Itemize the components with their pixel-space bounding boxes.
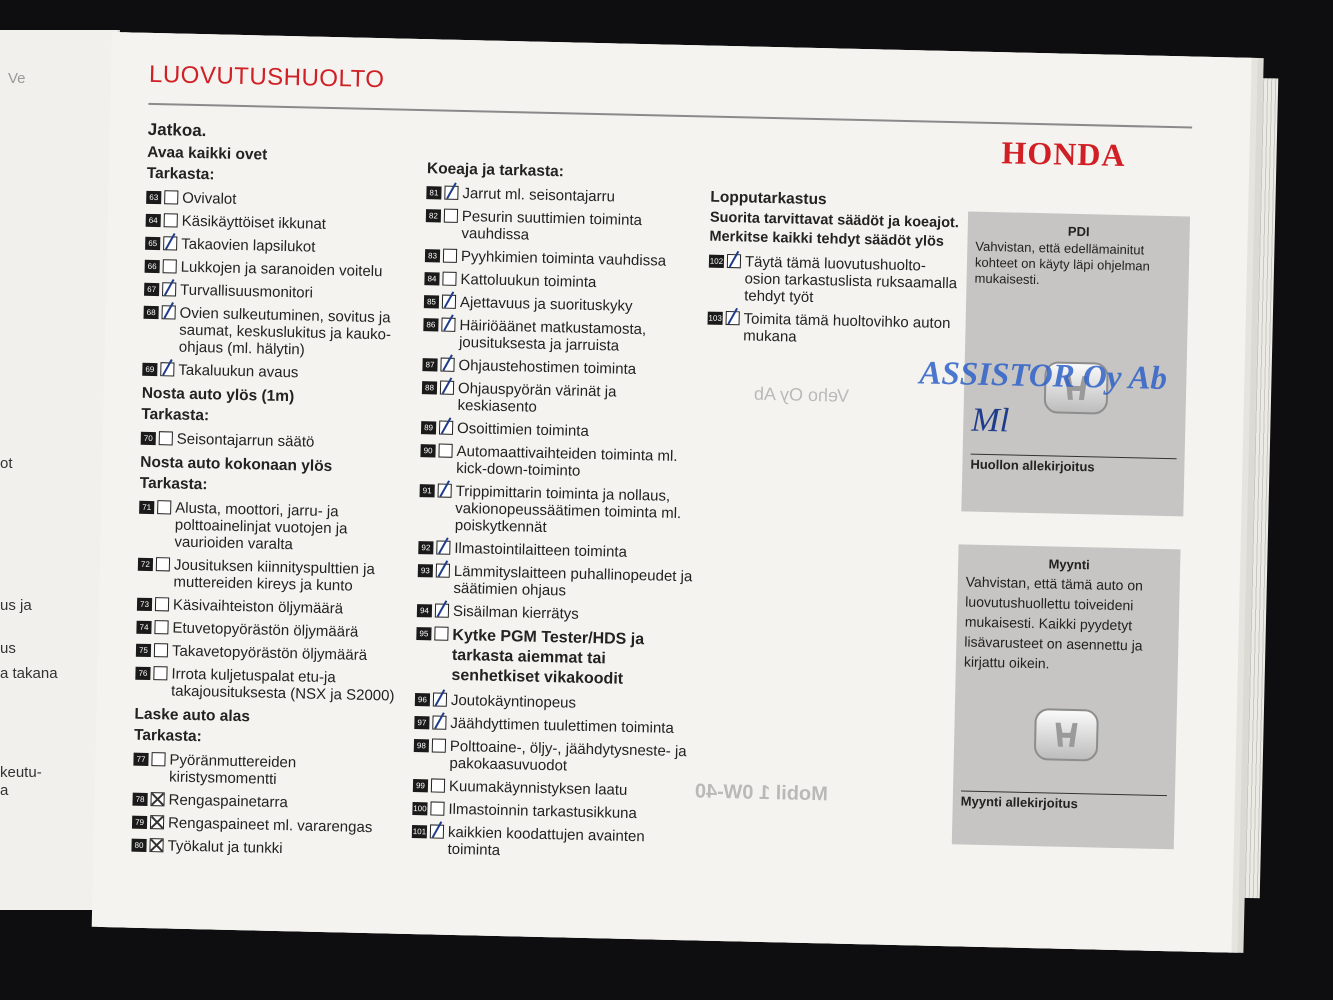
item-number: 84 bbox=[424, 272, 439, 285]
item-number: 97 bbox=[414, 716, 429, 729]
checkbox[interactable] bbox=[436, 540, 450, 554]
panel-title: PDI bbox=[1067, 223, 1090, 240]
item-text: Ovien sulkeutuminen, sovitus ja saumat, keskuslukitus ja kauko-ohjaus (ml. hälytin) bbox=[178, 304, 392, 359]
item-text: Pyöränmuttereiden kiristysmomentti bbox=[168, 751, 297, 788]
item-text: Takavetopyörästön öljymäärä bbox=[171, 642, 368, 664]
item-number: 91 bbox=[420, 484, 435, 497]
panel-body: Vahvistan, että tämä auto on luovutushuollettu toiveideni mukaisesti. Kaikki pyydetyt lisävarusteet on asennettu ja kirjattu oikein. bbox=[963, 573, 1144, 672]
checkbox[interactable] bbox=[727, 254, 741, 268]
checklist-column-3 bbox=[707, 186, 963, 356]
item-number: 73 bbox=[137, 598, 152, 611]
checkbox[interactable] bbox=[163, 259, 177, 273]
checklist-item bbox=[423, 316, 699, 356]
section-heading: Nosta auto ylös (1m) bbox=[141, 384, 295, 406]
checklist-item bbox=[145, 235, 410, 258]
checklist-item bbox=[138, 499, 404, 556]
checklist-item bbox=[146, 189, 411, 212]
checkbox[interactable] bbox=[163, 236, 177, 250]
left-fragment: us bbox=[0, 640, 16, 657]
left-fragment: us ja bbox=[0, 597, 32, 614]
checkbox[interactable] bbox=[436, 563, 450, 577]
checklist-item bbox=[426, 184, 701, 207]
section-list bbox=[131, 143, 412, 860]
checkbox[interactable] bbox=[442, 295, 456, 309]
left-fragment: Ve bbox=[8, 70, 26, 87]
item-number: 66 bbox=[145, 260, 160, 273]
item-number: 86 bbox=[423, 318, 438, 331]
checklist-item bbox=[425, 247, 700, 270]
item-number: 81 bbox=[426, 186, 441, 199]
item-text: Polttoaine-, öljy-, jäähdytysneste- ja pakokaasuvuodot bbox=[449, 737, 687, 775]
item-number: 77 bbox=[133, 753, 148, 766]
section-heading: Nosta auto kokonaan ylös bbox=[140, 453, 333, 476]
checklist-item bbox=[415, 625, 691, 691]
item-number: 82 bbox=[426, 209, 441, 222]
checkbox[interactable] bbox=[150, 792, 164, 806]
checklist-item bbox=[141, 430, 406, 453]
checklist-item bbox=[708, 253, 961, 310]
checklist-item bbox=[146, 212, 411, 235]
column-heading: Jatkoa. bbox=[147, 119, 207, 141]
item-number: 78 bbox=[132, 793, 147, 806]
item-number: 75 bbox=[136, 644, 151, 657]
item-number: 95 bbox=[416, 627, 431, 640]
checklist-item bbox=[413, 777, 688, 800]
section-subheading: Tarkasta: bbox=[139, 474, 208, 494]
checkbox[interactable] bbox=[155, 597, 169, 611]
left-fragment: a bbox=[0, 782, 9, 799]
checklist-item bbox=[136, 642, 401, 665]
item-number: 74 bbox=[136, 621, 151, 634]
item-text: Alusta, moottori, jarru- ja polttoainelinjat vuotojen ja vaurioiden varalta bbox=[174, 499, 348, 554]
item-text: Takaluukun avaus bbox=[178, 361, 299, 382]
item-number: 96 bbox=[415, 693, 430, 706]
checklist-item bbox=[417, 602, 692, 625]
checklist-item bbox=[707, 310, 960, 350]
section-heading: Laske auto alas bbox=[134, 705, 251, 726]
booklet-page bbox=[92, 32, 1252, 953]
checklist-item bbox=[136, 619, 401, 642]
item-number: 63 bbox=[146, 191, 161, 204]
item-number: 69 bbox=[142, 363, 157, 376]
item-text: Turvallisuusmonitori bbox=[179, 281, 314, 302]
checklist-item bbox=[414, 714, 689, 737]
item-number: 103 bbox=[708, 312, 723, 325]
item-text: Työkalut ja tunkki bbox=[167, 837, 283, 858]
checkbox[interactable] bbox=[443, 249, 457, 263]
item-number: 102 bbox=[709, 255, 724, 268]
item-number: 70 bbox=[141, 432, 156, 445]
item-number: 79 bbox=[132, 816, 147, 829]
faint-print-veho: Veho Oy Ab bbox=[753, 383, 850, 406]
checklist-column-2 bbox=[411, 157, 702, 869]
checklist-item bbox=[137, 556, 403, 596]
item-number: 71 bbox=[139, 501, 154, 514]
item-text: Täytä tämä luovutushuolto-osion tarkastuslista ruksaamalla tehdyt työt bbox=[743, 253, 958, 306]
checkbox[interactable] bbox=[160, 362, 174, 376]
item-text: Takaovien lapsilukot bbox=[181, 235, 316, 256]
item-number: 100 bbox=[412, 802, 427, 815]
item-number: 67 bbox=[144, 283, 159, 296]
checklist-item bbox=[415, 691, 690, 714]
checkbox[interactable] bbox=[432, 738, 446, 752]
checkbox[interactable] bbox=[432, 715, 446, 729]
item-text: Jousituksen kiinnityspulttien ja muttereiden kireys ja kunto bbox=[173, 556, 376, 595]
handwritten-signature: Ml bbox=[970, 401, 1010, 440]
checklist-item bbox=[424, 270, 699, 293]
item-text: Ilmastoinnin tarkastusikkuna bbox=[448, 800, 638, 823]
item-list bbox=[411, 184, 701, 863]
item-text: Seisontajarrun säätö bbox=[176, 430, 315, 451]
column-heading: Lopputarkastus bbox=[710, 188, 827, 209]
item-text: Ohjauspyörän värinät ja keskiasento bbox=[457, 379, 617, 416]
section-heading: Avaa kaikki ovet bbox=[147, 143, 268, 164]
item-text: Pesurin suuttimien toiminta vauhdissa bbox=[461, 207, 643, 244]
checkbox[interactable] bbox=[151, 752, 165, 766]
item-text: Käsikäyttöiset ikkunat bbox=[181, 212, 327, 233]
item-text: Jarrut ml. seisontajarru bbox=[462, 184, 616, 206]
item-text: Lämmityslaitteen puhallinopeudet ja säätimien ohjaus bbox=[453, 562, 693, 600]
section-subheading: Tarkasta: bbox=[141, 405, 210, 425]
checklist-item bbox=[412, 800, 687, 823]
checklist-item bbox=[417, 562, 693, 602]
checkbox[interactable] bbox=[435, 603, 449, 617]
item-text: Trippimittarin toiminta ja nollaus, vakionopeussäätimen toiminta ml. poiskytkennät bbox=[454, 482, 682, 536]
checklist-item bbox=[132, 814, 397, 837]
item-text: Irrota kuljetuspalat etu-ja takajousituksesta (NSX ja S2000) bbox=[170, 665, 395, 705]
checkbox[interactable] bbox=[164, 190, 178, 204]
checkbox[interactable] bbox=[444, 186, 458, 200]
checklist-item bbox=[413, 737, 689, 777]
item-number: 85 bbox=[424, 295, 439, 308]
checklist-item bbox=[142, 361, 407, 384]
item-text: Pyyhkimien toiminta vauhdissa bbox=[460, 247, 667, 270]
item-text: Ilmastointilaitteen toiminta bbox=[454, 539, 628, 561]
sale-panel bbox=[952, 544, 1181, 849]
item-number: 101 bbox=[412, 825, 427, 838]
checklist-item bbox=[411, 823, 687, 863]
checkbox[interactable] bbox=[157, 500, 171, 514]
checkbox[interactable] bbox=[444, 209, 458, 223]
checkbox[interactable] bbox=[162, 282, 176, 296]
item-number: 99 bbox=[413, 779, 428, 792]
item-number: 68 bbox=[144, 306, 159, 319]
item-text: Joutokäyntinopeus bbox=[450, 691, 577, 712]
page-title: LUOVUTUSHUOLTO bbox=[148, 60, 385, 94]
panel-title: Myynti bbox=[1048, 556, 1090, 573]
item-text: Kytke PGM Tester/HDS ja tarkasta aiemmat tai senhetkiset vikakoodit bbox=[451, 626, 645, 688]
signature-label: Huollon allekirjoitus bbox=[970, 456, 1095, 475]
item-text: Kuumakäynnistyksen laatu bbox=[448, 777, 628, 799]
item-text: Osoittimien toiminta bbox=[456, 419, 589, 440]
checkbox[interactable] bbox=[154, 643, 168, 657]
checklist-item bbox=[143, 304, 409, 361]
checklist-item bbox=[144, 281, 409, 304]
checklist-item bbox=[422, 356, 697, 379]
item-text: kaikkien koodattujen avainten toiminta bbox=[447, 823, 645, 860]
item-number: 64 bbox=[146, 214, 161, 227]
item-text: Sisäilman kierrätys bbox=[452, 602, 579, 623]
checkbox[interactable] bbox=[438, 444, 452, 458]
checklist-item bbox=[135, 665, 401, 705]
checklist-item bbox=[132, 791, 397, 814]
checklist-item bbox=[420, 442, 696, 482]
checkbox[interactable] bbox=[431, 778, 445, 792]
checkbox[interactable] bbox=[161, 305, 175, 319]
brand-logo: HONDA bbox=[1001, 134, 1126, 174]
checklist-item bbox=[137, 596, 402, 619]
checkbox[interactable] bbox=[156, 557, 170, 571]
checklist-item bbox=[421, 379, 697, 419]
item-text: Automaattivaihteiden toiminta ml. kick-down-toiminto bbox=[455, 442, 678, 480]
checklist-item bbox=[421, 419, 696, 442]
checkbox[interactable] bbox=[439, 421, 453, 435]
faint-print-mobil: Mobil 1 0W-40 bbox=[694, 780, 829, 806]
item-text: Ovivalot bbox=[182, 189, 237, 208]
section-subheading: Tarkasta: bbox=[133, 726, 203, 746]
checklist-item bbox=[131, 837, 396, 860]
item-text: Käsivaihteiston öljymäärä bbox=[172, 596, 344, 618]
checkbox[interactable] bbox=[430, 801, 444, 815]
item-text: Jäähdyttimen tuulettimen toiminta bbox=[450, 714, 674, 737]
honda-emblem-icon bbox=[1034, 708, 1099, 761]
item-list bbox=[707, 253, 961, 350]
left-fragment: a takana bbox=[0, 665, 58, 682]
item-text: Etuvetopyörästön öljymäärä bbox=[172, 619, 359, 641]
checkbox[interactable] bbox=[440, 358, 454, 372]
item-number: 92 bbox=[418, 541, 433, 554]
checkbox[interactable] bbox=[150, 815, 164, 829]
item-number: 88 bbox=[422, 381, 437, 394]
checklist-item bbox=[425, 207, 701, 247]
item-text: Kattoluukun toiminta bbox=[460, 270, 597, 292]
company-stamp: ASSISTOR Oy Ab bbox=[919, 355, 1168, 398]
checkbox[interactable] bbox=[153, 666, 167, 680]
item-number: 94 bbox=[417, 604, 432, 617]
h-mark-icon bbox=[1050, 718, 1083, 751]
item-text: Toimita tämä huoltovihko auton mukana bbox=[743, 310, 951, 346]
section-subheading: Tarkasta: bbox=[146, 164, 215, 184]
checklist-item bbox=[418, 539, 693, 562]
item-number: 89 bbox=[421, 421, 436, 434]
item-number: 72 bbox=[138, 558, 153, 571]
checkbox[interactable] bbox=[149, 838, 163, 852]
item-text: Häiriöäänet matkustamosta, jousituksesta ja jarruista bbox=[458, 316, 647, 355]
item-number: 90 bbox=[420, 444, 435, 457]
checkbox[interactable] bbox=[438, 484, 452, 498]
checklist-column-1 bbox=[131, 118, 413, 866]
item-number: 65 bbox=[145, 237, 160, 250]
item-number: 93 bbox=[418, 564, 433, 577]
item-number: 83 bbox=[425, 249, 440, 262]
item-text: Lukkojen ja saranoiden voitelu bbox=[180, 258, 383, 281]
checkbox[interactable] bbox=[726, 311, 740, 325]
checklist-item bbox=[424, 293, 699, 316]
item-number: 98 bbox=[414, 739, 429, 752]
item-text: Ajettavuus ja suorituskyky bbox=[459, 293, 633, 315]
checklist-item bbox=[133, 751, 399, 791]
item-text: Rengaspainetarra bbox=[168, 791, 289, 812]
checklist-item bbox=[419, 482, 695, 539]
item-text: Ohjaustehostimen toiminta bbox=[458, 356, 637, 378]
checkbox[interactable] bbox=[434, 626, 448, 640]
item-text: Rengaspaineet ml. vararengas bbox=[167, 814, 373, 837]
column-subheading: Suorita tarvittavat säädöt ja koeajot. Merkitse kaikki tehdyt säädöt ylös bbox=[709, 209, 960, 250]
checkbox[interactable] bbox=[433, 692, 447, 706]
left-fragment: keutu- bbox=[0, 764, 42, 781]
checkbox[interactable] bbox=[440, 381, 454, 395]
signature-label: Myynti allekirjoitus bbox=[960, 793, 1078, 812]
checkbox[interactable] bbox=[430, 824, 444, 838]
checkbox[interactable] bbox=[441, 318, 455, 332]
checkbox[interactable] bbox=[159, 431, 173, 445]
item-number: 80 bbox=[131, 839, 146, 852]
checkbox[interactable] bbox=[164, 213, 178, 227]
checkbox[interactable] bbox=[442, 272, 456, 286]
item-number: 87 bbox=[422, 358, 437, 371]
panel-body: Vahvistan, että edellämainitut kohteet on käyty läpi ohjelman mukaisesti. bbox=[974, 238, 1151, 288]
left-fragment: ot bbox=[0, 455, 13, 472]
checkbox[interactable] bbox=[154, 620, 168, 634]
item-number: 76 bbox=[135, 667, 150, 680]
column-heading: Koeaja ja tarkasta: bbox=[426, 160, 565, 181]
checklist-item bbox=[144, 258, 409, 281]
